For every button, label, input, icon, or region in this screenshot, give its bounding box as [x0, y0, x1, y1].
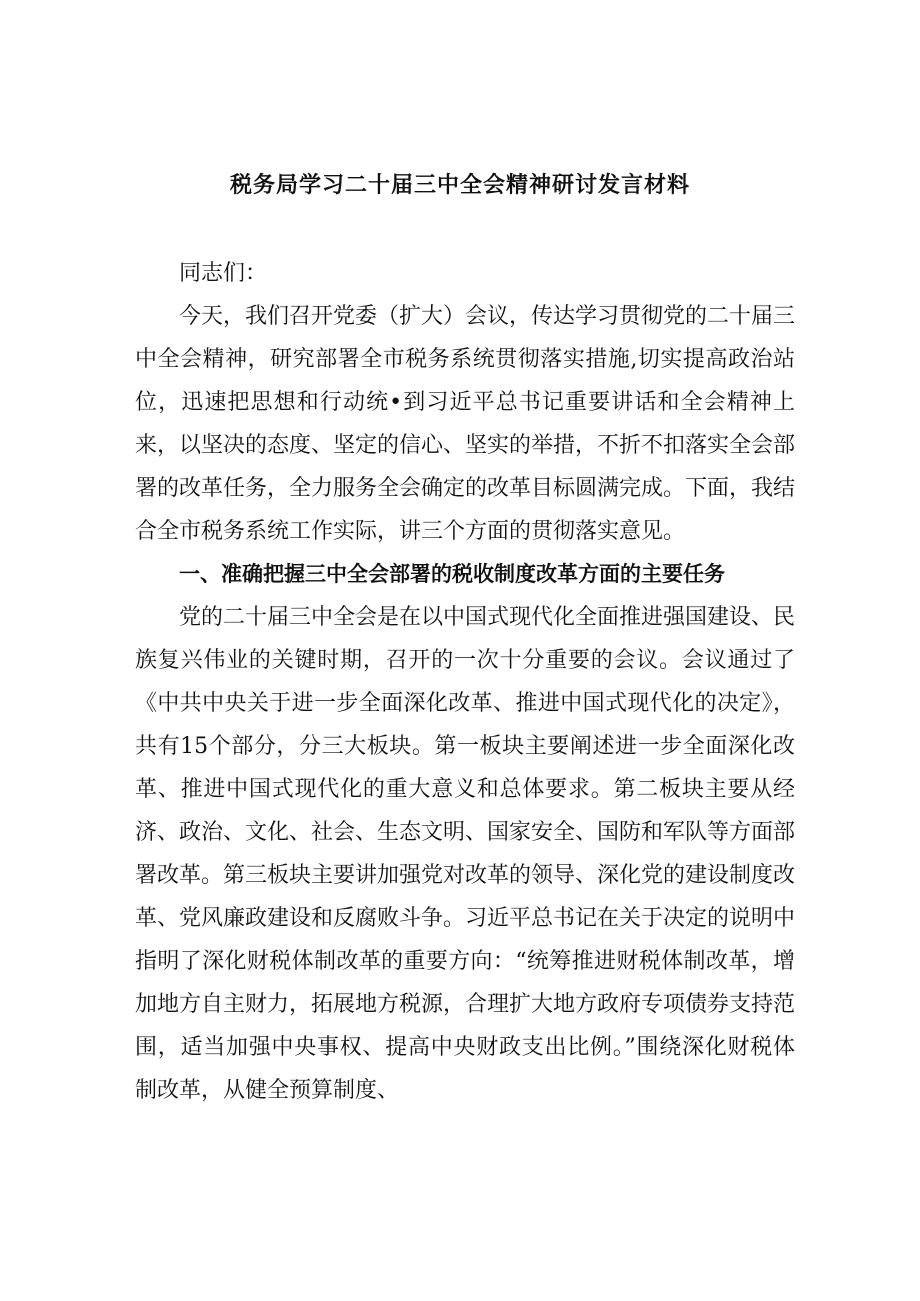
document-body	[135, 252, 795, 1112]
document-title: 税务局学习二十届三中全会精神研讨发言材料	[229, 173, 690, 198]
greeting: 同志们：	[179, 261, 268, 286]
intro-paragraph: 今天，我们召开党委（扩大）会议，传达学习贯彻党的二十届三中全会精神，研究部署全市税务系统贯彻落实措施,切实提高政治站位，迅速把思想和行动统•到习近平总书记重要讲话和全会精神上来，以坚决的态度、坚定的信心、坚实的举措，不折不扣落实全会部署的改革任务，全力服务全会确定的改革目标圆满完成。下面，我结合全市税务系统工作实际，讲三个方面的贯彻落实意见。	[135, 304, 796, 544]
section-paragraph: 党的二十届三中全会是在以中国式现代化全面推进强国建设、民族复兴伟业的关键时期，召开的一次十分重要的会议。会议通过了《中共中央关于进一步全面深化改革、推进中国式现代化的决定》，共有15个部分，分三大板块。第一板块主要阐述进一步全面深化改革、推进中国式现代化的重大意义和总体要求。第二板块主要从经济、政治、文化、社会、生态文明、国家安全、国防和军队等方面部署改革。第三板块主要讲加强党对改革的领导、深化党的建设制度改革、党风廉政建设和反腐败斗争。习近平总书记在关于决定的说明中指明了深化财税体制改革的重要方向：“统筹推进财税体制改革，增加地方自主财力，拓展地方税源，合理扩大地方政府专项债券支持范围，适当加强中央事权、提高中央财政支出比例。”围绕深化财税体制改革，从健全预算制度、	[135, 605, 796, 1103]
section-heading: 一、准确把握三中全会部署的税收制度改革方面的主要任务	[179, 562, 725, 586]
